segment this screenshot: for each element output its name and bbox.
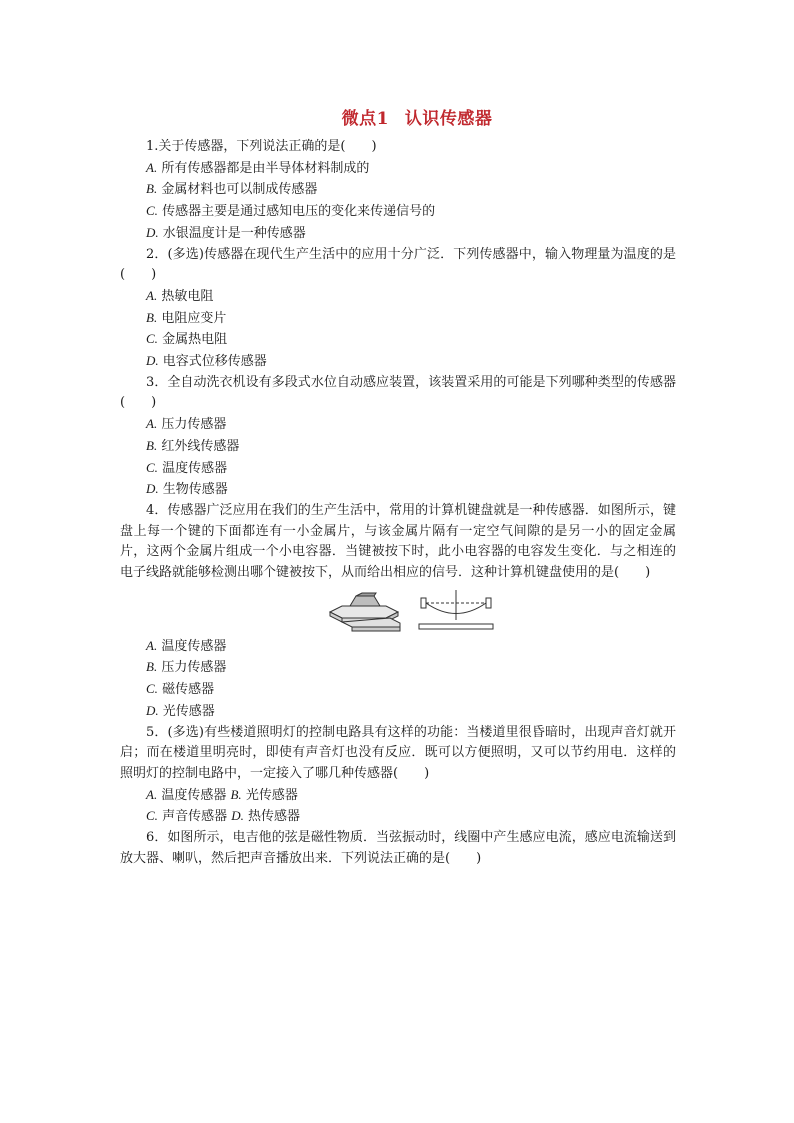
keyboard-capacitor-figure (120, 584, 676, 636)
question-5-stem: 5．(多选)有些楼道照明灯的控制电路具有这样的功能：当楼道里很昏暗时，出现声音灯就开启；而在楼道里明亮时，即使有声音灯也没有反应．既可以方便照明，又可以节约用电．这样的照明灯的控制电路中，一定接入了哪几种传感器( ) (120, 724, 676, 781)
question-4-option-b: B. 压力传感器 (146, 659, 227, 676)
question-5-options-cd: C. 声音传感器 D. 热传感器 (146, 808, 300, 825)
keyboard-key-diagram (328, 590, 498, 632)
question-3-stem: 3．全自动洗衣机设有多段式水位自动感应装置，该装置采用的可能是下列哪种类型的传感器( ) (120, 374, 676, 411)
question-3-option-d: D. 生物传感器 (146, 481, 228, 498)
question-5-options-ab: A. 温度传感器 B. 光传感器 (146, 786, 298, 803)
question-2-option-b: B. 电阻应变片 (146, 309, 227, 326)
title-number: 微点1 (341, 109, 389, 129)
question-4-stem: 4．传感器广泛应用在我们的生产生活中，常用的计算机键盘就是一种传感器．如图所示，键盘上每一个键的下面都连有一小金属片，与该金属片隔有一定空气间隙的是另一小的固定金属片，这两个金属片组成一个小电容器．当键被按下时，此小电容器的电容发生变化．与之相连的电子线路就能够检测出哪个键被按下，从而给出相应的信号．这种计算机键盘使用的是( ) (120, 502, 676, 581)
title-text: 认识传感器 (404, 109, 493, 129)
question-3-option-b: B. 红外线传感器 (146, 437, 240, 454)
question-1-option-d: D. 水银温度计是一种传感器 (146, 224, 306, 241)
question-list (120, 137, 676, 870)
question-2-option-d: D. 电容式位移传感器 (146, 353, 267, 370)
question-6-stem: 6．如图所示，电吉他的弦是磁性物质．当弦振动时，线圈中产生感应电流，感应电流输送到放大器、喇叭，然后把声音播放出来．下列说法正确的是( ) (120, 830, 676, 866)
question-1-stem: 1.关于传感器，下列说法正确的是( ) (146, 139, 377, 154)
question-4-option-d: D. 光传感器 (146, 702, 215, 719)
capacitor-cross-section (419, 590, 493, 629)
question-4-option-c: C. 磁传感器 (146, 681, 215, 698)
question-2-option-a: A. 热敏电阻 (146, 287, 214, 304)
question-1-option-b: B. 金属材料也可以制成传感器 (146, 181, 318, 198)
question-2-option-c: C. 金属热电阻 (146, 331, 228, 348)
question-3-option-a: A. 压力传感器 (146, 416, 227, 433)
question-1-option-a: A. 所有传感器都是由半导体材料制成的 (146, 159, 370, 176)
question-2-stem: 2．(多选)传感器在现代生产生活中的应用十分广泛．下列传感器中，输入物理量为温度的是( ) (120, 246, 676, 283)
key-illustration (330, 593, 400, 631)
page-title (0, 104, 794, 129)
question-1-option-c: C. 传感器主要是通过感知电压的变化来传递信号的 (146, 203, 436, 220)
question-3-option-c: C. 温度传感器 (146, 459, 228, 476)
question-4-option-a: A. 温度传感器 (146, 637, 227, 654)
